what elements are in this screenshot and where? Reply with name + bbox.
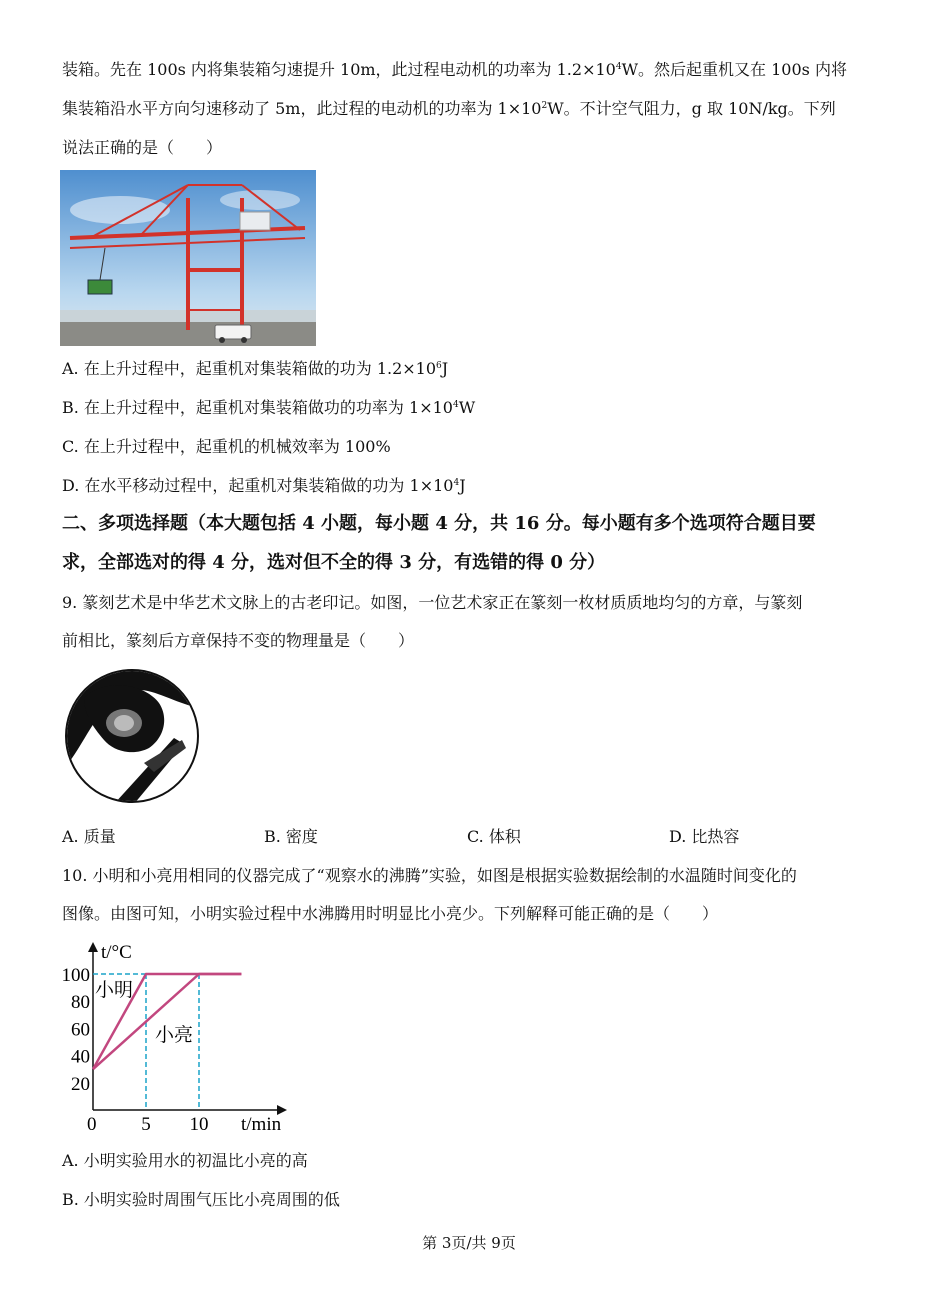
- section-heading-line-1: 二、多项选择题（本大题包括 4 小题，每小题 4 分，共 16 分。每小题有多个选项符合题目要: [62, 513, 816, 534]
- y-axis-label: t/°C: [101, 942, 132, 963]
- q8-option-c: C. 在上升过程中，起重机的机械效率为 100%: [62, 437, 391, 456]
- q9-option-b: B. 密度: [264, 827, 318, 846]
- q8-stem-line-2: 集装箱沿水平方向匀速移动了 5m，此过程的电动机的功率为 $1\times 10^2W$。不计空气阻力，g 取 10N/kg。下列: [62, 99, 836, 118]
- q8-stem-line-1: 装箱。先在 100s 内将集装箱匀速提升 10m，此过程电动机的功率为 $1.2\times 10^4W$。然后起重机又在 100s 内将: [62, 60, 847, 79]
- q8-option-b: B. 在上升过程中，起重机对集装箱做功的功率为 $1\times 10^4W$: [62, 398, 476, 417]
- q8-option-d: D. 在水平移动过程中，起重机对集装箱做的功为 $1\times 10^4J$: [62, 476, 466, 495]
- q8-stem-line-3: 说法正确的是（ ）: [62, 138, 223, 157]
- q9-stem-line-1: 9. 篆刻艺术是中华艺术文脉上的古老印记。如图，一位艺术家正在篆刻一枚材质质地均匀的方章，与篆刻: [62, 593, 803, 612]
- series-label-xiaoliang: 小亮: [155, 1025, 194, 1046]
- x-axis-label: t/min: [241, 1114, 282, 1135]
- page-number-footer: 第 3页/共 9页: [422, 1234, 516, 1252]
- series-label-xiaoming: 小明: [95, 980, 134, 1001]
- y-tick-label-20: 20: [71, 1073, 90, 1095]
- q8-option-a: A. 在上升过程中，起重机对集装箱做的功为 $1.2\times 10^6J$: [62, 359, 449, 378]
- y-tick-label-80: 80: [71, 992, 90, 1014]
- section-heading-line-2: 求，全部选对的得 4 分，选对但不全的得 3 分，有选错的得 0 分）: [62, 552, 606, 573]
- q9-option-a: A. 质量: [62, 827, 116, 846]
- y-tick-label-100: 100: [61, 965, 90, 986]
- x-tick-label-10: 10: [189, 1114, 209, 1135]
- y-tick-label-40: 40: [71, 1046, 90, 1068]
- q10-stem-line-2: 图像。由图可知，小明实验过程中水沸腾用时明显比小亮少。下列解释可能正确的是（ ）: [62, 904, 719, 923]
- q10-stem-line-1: 10. 小明和小亮用相同的仪器完成了“观察水的沸腾”实验，如图是根据实验数据绘制的水温随时间变化的: [62, 866, 797, 885]
- q10-option-b: B. 小明实验时周围气压比小亮周围的低: [62, 1190, 340, 1209]
- temperature-time-chart: [55, 938, 305, 1138]
- y-tick-label-60: 60: [71, 1019, 90, 1041]
- x-tick-label-5: 5: [141, 1114, 151, 1135]
- crane-photo: [60, 170, 316, 346]
- q9-option-d: D. 比热容: [669, 827, 740, 846]
- q9-stem-line-2: 前相比，篆刻后方章保持不变的物理量是（ ）: [62, 631, 415, 650]
- q9-option-c: C. 体积: [467, 827, 521, 846]
- seal-carving-photo: [64, 668, 200, 804]
- q10-option-a: A. 小明实验用水的初温比小亮的高: [62, 1151, 308, 1170]
- origin-label: 0: [87, 1114, 97, 1135]
